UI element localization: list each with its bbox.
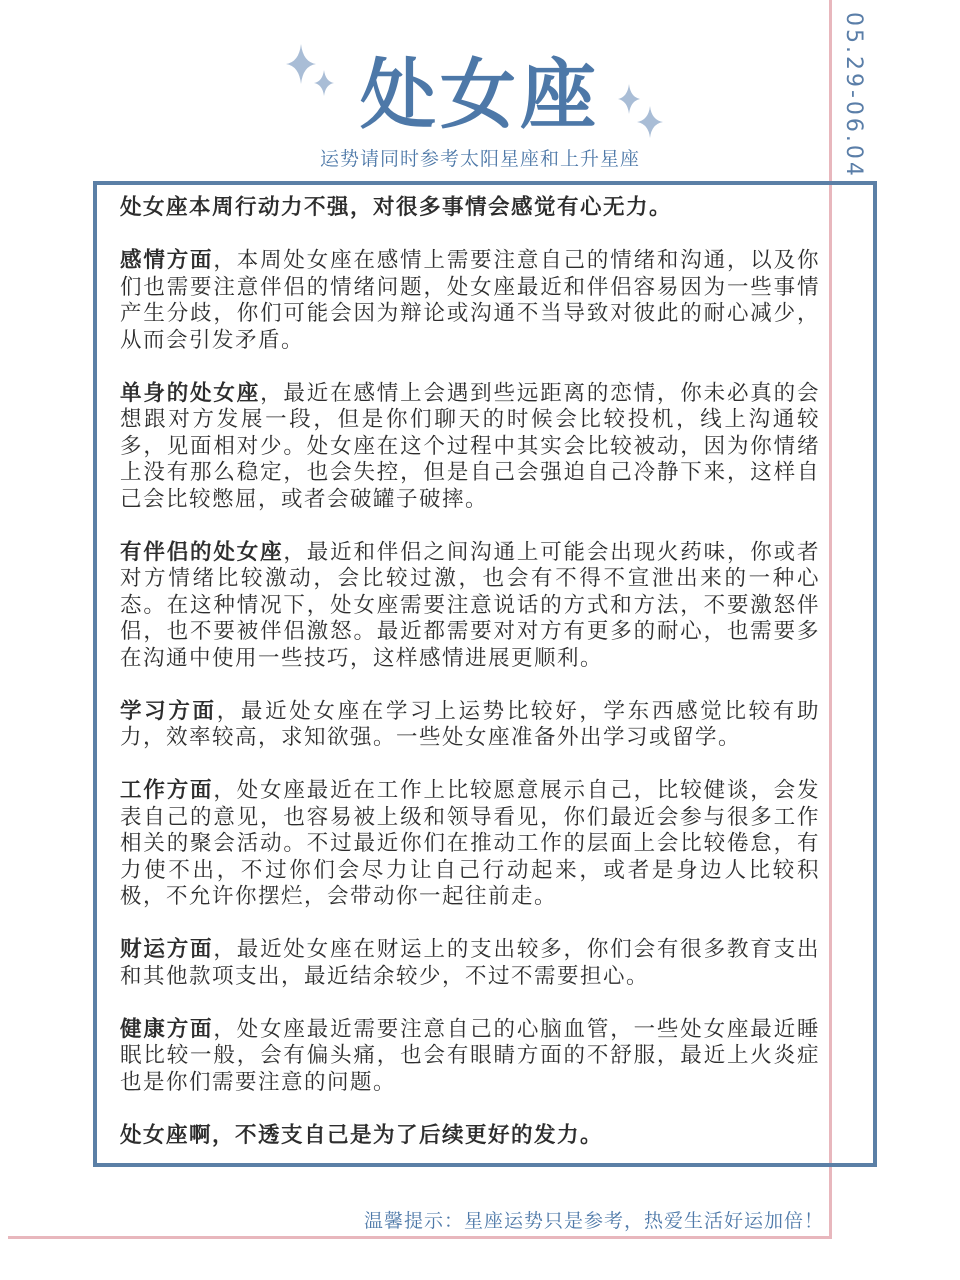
section-text: ，处女座最近在工作上比较愿意展示自己，比较健谈，会发表自己的意见，也容易被上级和领导看见，你们最近会参与很多工作相关的聚会活动。不过最近你们在推动工作的层面上会比较倦怠，有力使不出，不过你们会尽力让自己行动起来，或者是身边人比较积极，不允许你摆烂，会带动你一起往前走。	[120, 778, 820, 909]
page-title: 处女座	[360, 50, 600, 139]
section-text: ，最近和伴侣之间沟通上可能会出现火药味，你或者对方情绪比较激动，会比较过激，也会有不得不宣泄出来的一种心态。在这种情况下，处女座需要注意说话的方式和方法，不要激怒伴侣，也不要被伴侣激怒。最近都需要对对方有更多的耐心，也需要多在沟通中使用一些技巧，这样感情进展更顺利。	[120, 539, 820, 671]
section-text: ，最近在感情上会遇到些远距离的恋情，你未必真的会想跟对方发展一段，但是你们聊天的时候会比较投机，线上沟通较多，见面相对少。处女座在这个过程中其实会比较被动，因为你情绪上没有那么稳定，也会失控，但是自己会强迫自己冷静下来，这样自己会比较憋屈，或者会破罐子破摔。	[120, 380, 820, 512]
section-study	[120, 699, 820, 752]
section-text: ，最近处女座在学习上运势比较好，学东西感觉比较有助力，效率较高，求知欲强。一些处女座准备外出学习或留学。	[120, 698, 820, 750]
footer-tip: 温馨提示：星座运势只是参考，热爱生活好运加倍！	[364, 1210, 825, 1232]
section-work	[120, 778, 820, 911]
horoscope-content	[120, 195, 820, 1176]
date-range: 05.29-06.04	[841, 12, 866, 179]
page-subtitle: 运势请同时参考太阳星座和上升星座	[319, 148, 640, 170]
intro-paragraph: 处女座本周行动力不强，对很多事情会感觉有心无力。	[120, 195, 673, 220]
section-single	[120, 381, 820, 514]
section-partnered	[120, 540, 820, 673]
section-heading: 有伴侣的处女座	[120, 539, 284, 565]
section-heading: 财运方面	[120, 937, 214, 962]
section-heading: 单身的处女座	[120, 380, 261, 406]
decorative-horizontal-line	[8, 1236, 832, 1239]
section-heading: 感情方面	[120, 248, 214, 273]
section-heading: 工作方面	[120, 778, 214, 803]
section-wealth	[120, 937, 820, 990]
section-text: ，本周处女座在感情上需要注意自己的情绪和沟通，以及你们也需要注意伴侣的情绪问题，处女座最近和伴侣容易因为一些事情产生分歧，你们可能会因为辩论或沟通不当导致对彼此的耐心减少，从而会引发矛盾。	[120, 248, 820, 353]
section-heading: 学习方面	[120, 698, 217, 724]
section-text: ，最近处女座在财运上的支出较多，你们会有很多教育支出和其他款项支出，最近结余较少，不过不需要担心。	[120, 937, 820, 989]
section-health	[120, 1017, 820, 1097]
closing-paragraph: 处女座啊，不透支自己是为了后续更好的发力。	[120, 1122, 604, 1148]
section-heading: 健康方面	[120, 1016, 214, 1042]
section-love	[120, 248, 820, 354]
section-text: ，处女座最近需要注意自己的心脑血管，一些处女座最近睡眠比较一般，会有偏头痛，也会有眼睛方面的不舒服，最近上火炎症也是你们需要注意的问题。	[120, 1016, 820, 1095]
